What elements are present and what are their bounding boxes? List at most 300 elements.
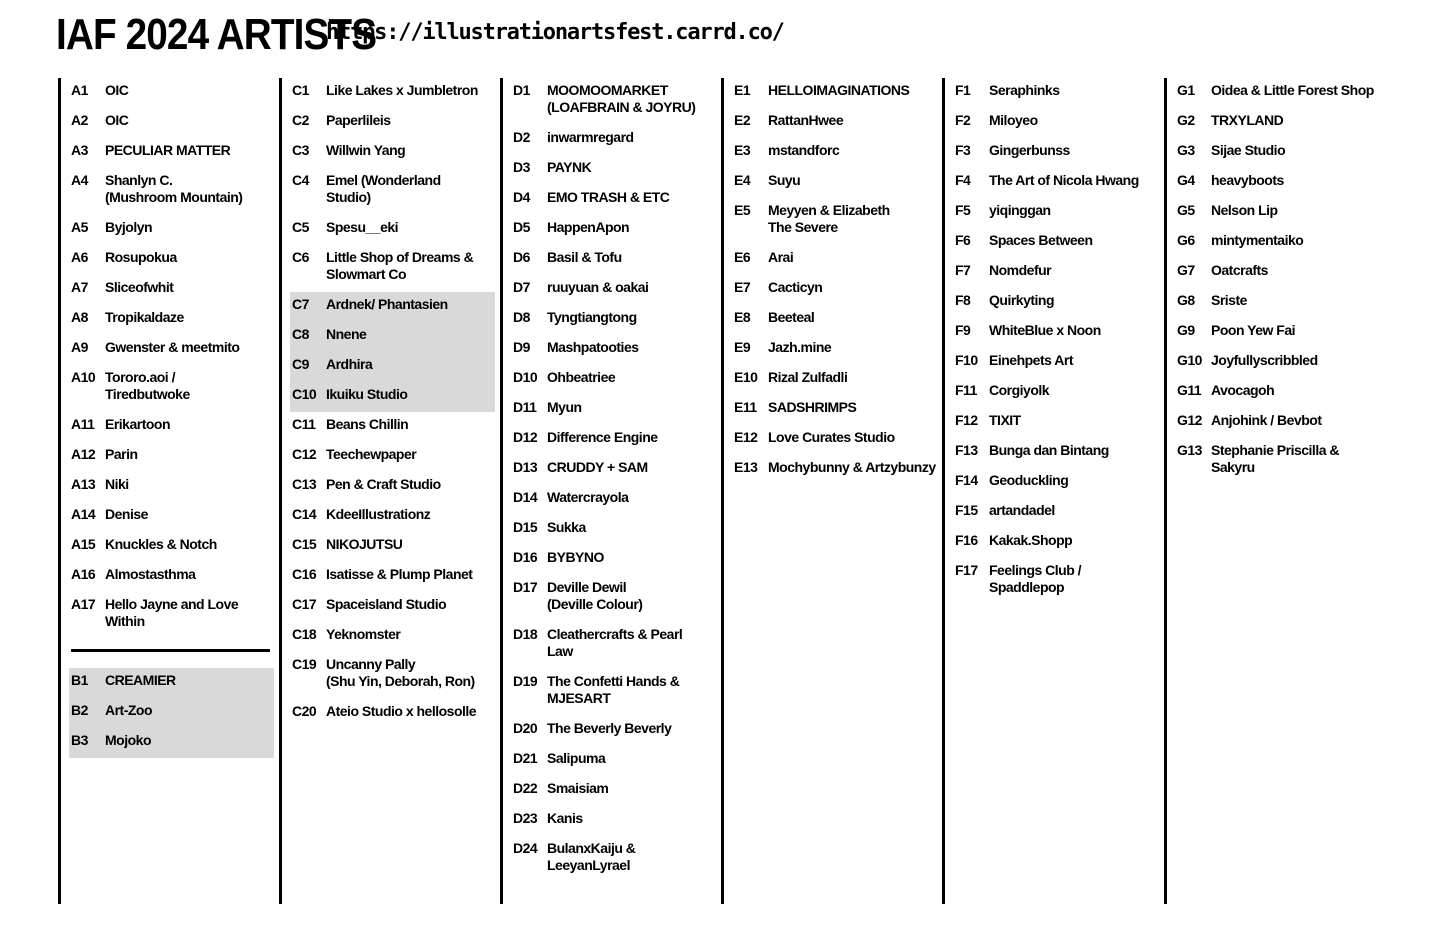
booth-code: A14 <box>71 506 96 522</box>
booth-code: A17 <box>71 596 96 612</box>
booth-row-g2 <box>1175 108 1380 138</box>
artist-name: Poon Yew Fai <box>1211 322 1295 338</box>
booth-row-a7 <box>69 275 274 305</box>
section-d-list <box>511 78 716 883</box>
booth-code: D22 <box>513 780 538 796</box>
booth-row-d18 <box>511 622 716 669</box>
artist-name: inwarmregard <box>547 129 634 145</box>
booth-row-d8 <box>511 305 716 335</box>
booth-code: A12 <box>71 446 96 462</box>
artist-name: Ikuiku Studio <box>326 386 408 402</box>
artist-name: Jazh.mine <box>768 339 832 355</box>
booth-row-d2 <box>511 125 716 155</box>
booth-row-g8 <box>1175 288 1380 318</box>
artist-name: PAYNK <box>547 159 592 175</box>
column-a-b <box>58 78 273 904</box>
booth-code: F11 <box>955 382 977 398</box>
booth-code: C18 <box>292 626 317 642</box>
booth-row-d4 <box>511 185 716 215</box>
artist-name: Basil & Tofu <box>547 249 622 265</box>
booth-row-d22 <box>511 776 716 806</box>
artist-name: mstandforc <box>768 142 840 158</box>
artist-name: Suyu <box>768 172 801 188</box>
artist-name: Willwin Yang <box>326 142 406 158</box>
booth-row-d5 <box>511 215 716 245</box>
artist-name: Gwenster & meetmito <box>105 339 240 355</box>
booth-row-c19 <box>290 652 495 699</box>
booth-row-g11 <box>1175 378 1380 408</box>
booth-code: F7 <box>955 262 971 278</box>
booth-code: C15 <box>292 536 317 552</box>
artist-name: Beeteal <box>768 309 815 325</box>
booth-row-d16 <box>511 545 716 575</box>
booth-row-a16 <box>69 562 274 592</box>
booth-row-e5 <box>732 198 937 245</box>
booth-row-d21 <box>511 746 716 776</box>
booth-code: D18 <box>513 626 538 642</box>
booth-row-e12 <box>732 425 937 455</box>
artist-name: Pen & Craft Studio <box>326 476 441 492</box>
booth-code: E11 <box>734 399 757 415</box>
booth-row-c15 <box>290 532 495 562</box>
booth-row-a6 <box>69 245 274 275</box>
booth-code: G13 <box>1177 442 1202 458</box>
booth-code: A13 <box>71 476 96 492</box>
booth-row-f15 <box>953 498 1158 528</box>
artist-name: yiqinggan <box>989 202 1051 218</box>
booth-row-c4 <box>290 168 495 215</box>
artist-name: Nelson Lip <box>1211 202 1278 218</box>
artist-name: Einehpets Art <box>989 352 1073 368</box>
artist-name: HELLOIMAGINATIONS <box>768 82 910 98</box>
booth-code: C12 <box>292 446 317 462</box>
booth-code: D15 <box>513 519 538 535</box>
booth-code: C19 <box>292 656 317 672</box>
booth-row-c10 <box>290 382 495 412</box>
artist-name: Yeknomster <box>326 626 401 642</box>
artist-name: Sliceofwhit <box>105 279 174 295</box>
booth-row-a15 <box>69 532 274 562</box>
booth-row-c5 <box>290 215 495 245</box>
booth-row-a5 <box>69 215 274 245</box>
booth-row-f5 <box>953 198 1158 228</box>
artist-name: Tyngtiangtong <box>547 309 637 325</box>
artist-name: Ardnek/ Phantasien <box>326 296 448 312</box>
booth-code: E5 <box>734 202 751 218</box>
booth-code: F15 <box>955 502 978 518</box>
booth-code: F16 <box>955 532 978 548</box>
booth-code: F17 <box>955 562 978 578</box>
booth-code: C1 <box>292 82 309 98</box>
booth-code: D7 <box>513 279 530 295</box>
artist-name: Miloyeo <box>989 112 1038 128</box>
booth-row-d17 <box>511 575 716 622</box>
booth-code: A16 <box>71 566 96 582</box>
artist-name: Sijae Studio <box>1211 142 1286 158</box>
section-c-list <box>290 78 495 729</box>
artist-name: CREAMIER <box>105 672 176 688</box>
artist-name: Little Shop of Dreams & Slowmart Co <box>326 249 474 282</box>
booth-row-e4 <box>732 168 937 198</box>
artist-name: Like Lakes x Jumbletron <box>326 82 478 98</box>
booth-code: B1 <box>71 672 88 688</box>
booth-row-c2 <box>290 108 495 138</box>
booth-row-e11 <box>732 395 937 425</box>
column-e <box>721 78 936 904</box>
booth-row-g13 <box>1175 438 1380 485</box>
artist-name: Gingerbunss <box>989 142 1070 158</box>
booth-row-e2 <box>732 108 937 138</box>
booth-row-f16 <box>953 528 1158 558</box>
booth-row-a11 <box>69 412 274 442</box>
booth-row-e9 <box>732 335 937 365</box>
artist-name: Spaces Between <box>989 232 1093 248</box>
booth-code: A9 <box>71 339 88 355</box>
booth-code: C13 <box>292 476 317 492</box>
booth-code: E3 <box>734 142 751 158</box>
booth-row-d6 <box>511 245 716 275</box>
booth-code: D8 <box>513 309 530 325</box>
booth-code: F6 <box>955 232 971 248</box>
artist-name: Shanlyn C. (Mushroom Mountain) <box>105 172 243 205</box>
artist-name: The Confetti Hands & MJESART <box>547 673 680 706</box>
booth-code: C20 <box>292 703 317 719</box>
artist-name: Corgiyolk <box>989 382 1050 398</box>
artist-name: The Art of Nicola Hwang <box>989 172 1139 188</box>
booth-row-c16 <box>290 562 495 592</box>
booth-code: F5 <box>955 202 971 218</box>
artist-name: The Beverly Beverly <box>547 720 672 736</box>
booth-code: F8 <box>955 292 971 308</box>
booth-code: D24 <box>513 840 538 856</box>
booth-row-a14 <box>69 502 274 532</box>
artist-name: Mojoko <box>105 732 151 748</box>
booth-code: D16 <box>513 549 538 565</box>
booth-row-c17 <box>290 592 495 622</box>
booth-row-e7 <box>732 275 937 305</box>
booth-code: F3 <box>955 142 971 158</box>
booth-row-f3 <box>953 138 1158 168</box>
booth-row-g1 <box>1175 78 1380 108</box>
booth-code: A3 <box>71 142 88 158</box>
booth-code: E7 <box>734 279 751 295</box>
booth-code: A5 <box>71 219 88 235</box>
booth-row-f17 <box>953 558 1158 605</box>
booth-row-d9 <box>511 335 716 365</box>
booth-code: D17 <box>513 579 538 595</box>
booth-code: C16 <box>292 566 317 582</box>
booth-row-a4 <box>69 168 274 215</box>
booth-code: A11 <box>71 416 95 432</box>
booth-code: D21 <box>513 750 538 766</box>
booth-row-b2 <box>69 698 274 728</box>
booth-code: C5 <box>292 219 309 235</box>
artist-name: TIXIT <box>989 412 1021 428</box>
artist-name: Watercrayola <box>547 489 629 505</box>
booth-row-c3 <box>290 138 495 168</box>
booth-code: B3 <box>71 732 88 748</box>
booth-code: D4 <box>513 189 530 205</box>
booth-code: F10 <box>955 352 978 368</box>
booth-code: G4 <box>1177 172 1195 188</box>
booth-code: G7 <box>1177 262 1195 278</box>
booth-row-c12 <box>290 442 495 472</box>
booth-row-a9 <box>69 335 274 365</box>
artist-name: mintymentaiko <box>1211 232 1304 248</box>
booth-code: A4 <box>71 172 88 188</box>
booth-code: G5 <box>1177 202 1195 218</box>
artist-name: Joyfullyscribbled <box>1211 352 1318 368</box>
booth-row-a10 <box>69 365 274 412</box>
section-g-list <box>1175 78 1380 485</box>
artist-name: Salipuma <box>547 750 606 766</box>
booth-code: E6 <box>734 249 751 265</box>
booth-row-c20 <box>290 699 495 729</box>
booth-code: G6 <box>1177 232 1195 248</box>
booth-row-g9 <box>1175 318 1380 348</box>
booth-row-d24 <box>511 836 716 883</box>
booth-row-f8 <box>953 288 1158 318</box>
booth-code: D19 <box>513 673 538 689</box>
booth-code: D9 <box>513 339 530 355</box>
booth-code: A1 <box>71 82 88 98</box>
artist-name: Isatisse & Plump Planet <box>326 566 473 582</box>
column-f <box>942 78 1157 904</box>
booth-row-g10 <box>1175 348 1380 378</box>
booth-row-c18 <box>290 622 495 652</box>
artist-name: Art-Zoo <box>105 702 153 718</box>
booth-code: G11 <box>1177 382 1202 398</box>
artist-name: Knuckles & Notch <box>105 536 217 552</box>
booth-code: E12 <box>734 429 758 445</box>
booth-row-d12 <box>511 425 716 455</box>
booth-row-g12 <box>1175 408 1380 438</box>
booth-code: F1 <box>955 82 971 98</box>
section-b-list <box>69 668 274 758</box>
artist-name: Sukka <box>547 519 586 535</box>
artist-name: Geoduckling <box>989 472 1069 488</box>
booth-code: G1 <box>1177 82 1195 98</box>
booth-code: F4 <box>955 172 971 188</box>
artist-name: Kanis <box>547 810 583 826</box>
booth-row-d14 <box>511 485 716 515</box>
booth-code: D2 <box>513 129 530 145</box>
booth-row-c1 <box>290 78 495 108</box>
booth-code: E8 <box>734 309 751 325</box>
artist-name: Parin <box>105 446 138 462</box>
column-g <box>1164 78 1379 904</box>
artist-name: WhiteBlue x Noon <box>989 322 1101 338</box>
booth-code: A2 <box>71 112 88 128</box>
booth-code: A7 <box>71 279 88 295</box>
booth-row-d20 <box>511 716 716 746</box>
artist-name: RattanHwee <box>768 112 844 128</box>
section-f-list <box>953 78 1158 605</box>
artist-name: Denise <box>105 506 148 522</box>
artist-name: Cacticyn <box>768 279 823 295</box>
booth-code: A8 <box>71 309 88 325</box>
booth-code: C10 <box>292 386 317 402</box>
booth-code: F14 <box>955 472 978 488</box>
booth-row-d11 <box>511 395 716 425</box>
section-divider <box>71 649 270 652</box>
booth-row-e10 <box>732 365 937 395</box>
artist-name: Byjolyn <box>105 219 153 235</box>
booth-code: A10 <box>71 369 96 385</box>
column-c <box>279 78 494 904</box>
artist-name: Sriste <box>1211 292 1247 308</box>
booth-row-c8 <box>290 322 495 352</box>
booth-code: C17 <box>292 596 317 612</box>
booth-row-a1 <box>69 78 274 108</box>
artist-name: ruuyuan & oakai <box>547 279 649 295</box>
booth-code: F13 <box>955 442 978 458</box>
artist-name: Tropikaldaze <box>105 309 184 325</box>
booth-row-f4 <box>953 168 1158 198</box>
booth-code: F9 <box>955 322 971 338</box>
booth-row-d7 <box>511 275 716 305</box>
booth-code: E13 <box>734 459 758 475</box>
booth-row-f7 <box>953 258 1158 288</box>
artist-name: BYBYNO <box>547 549 604 565</box>
booth-code: G2 <box>1177 112 1195 128</box>
booth-row-e3 <box>732 138 937 168</box>
section-e-list <box>732 78 937 485</box>
artist-name: Erikartoon <box>105 416 171 432</box>
booth-row-b3 <box>69 728 274 758</box>
booth-code: E1 <box>734 82 751 98</box>
booth-row-c6 <box>290 245 495 292</box>
booth-code: G10 <box>1177 352 1202 368</box>
artist-name: Tororo.aoi / Tiredbutwoke <box>105 369 190 402</box>
artist-name: Anjohink / Bevbot <box>1211 412 1322 428</box>
booth-row-g4 <box>1175 168 1380 198</box>
artist-name: artandadel <box>989 502 1055 518</box>
booth-row-c9 <box>290 352 495 382</box>
booth-row-d23 <box>511 806 716 836</box>
booth-code: C4 <box>292 172 309 188</box>
booth-row-g6 <box>1175 228 1380 258</box>
artist-name: Ardhira <box>326 356 373 372</box>
booth-code: B2 <box>71 702 88 718</box>
artist-name: Mochybunny & Artzybunzy <box>768 459 936 475</box>
artist-name: Difference Engine <box>547 429 658 445</box>
booth-row-a8 <box>69 305 274 335</box>
artist-name: Ohbeatriee <box>547 369 616 385</box>
booth-row-d1 <box>511 78 716 125</box>
artist-name: PECULIAR MATTER <box>105 142 231 158</box>
website-url: https://illustrationartsfest.carrd.co/ <box>326 20 784 45</box>
page-title: IAF 2024 ARTISTS <box>56 10 377 59</box>
booth-code: E2 <box>734 112 751 128</box>
booth-code: C3 <box>292 142 309 158</box>
artist-name: Teechewpaper <box>326 446 417 462</box>
booth-code: D12 <box>513 429 538 445</box>
booth-code: G8 <box>1177 292 1195 308</box>
booth-code: C8 <box>292 326 309 342</box>
booth-code: G9 <box>1177 322 1195 338</box>
booth-code: G3 <box>1177 142 1195 158</box>
artist-name: Rosupokua <box>105 249 177 265</box>
booth-row-d19 <box>511 669 716 716</box>
booth-row-e1 <box>732 78 937 108</box>
booth-code: F12 <box>955 412 978 428</box>
artist-name: Ateio Studio x hellosolle <box>326 703 477 719</box>
artist-name: Paperlileis <box>326 112 391 128</box>
artist-name: Uncanny Pally (Shu Yin, Deborah, Ron) <box>326 656 475 689</box>
booth-code: D3 <box>513 159 530 175</box>
artist-name: Arai <box>768 249 794 265</box>
booth-code: D11 <box>513 399 537 415</box>
booth-code: D1 <box>513 82 530 98</box>
artist-name: Kakak.Shopp <box>989 532 1073 548</box>
artist-name: NIKOJUTSU <box>326 536 403 552</box>
booth-row-g7 <box>1175 258 1380 288</box>
booth-code: D14 <box>513 489 538 505</box>
booth-row-f12 <box>953 408 1158 438</box>
booth-code: E10 <box>734 369 758 385</box>
booth-row-d13 <box>511 455 716 485</box>
booth-code: G12 <box>1177 412 1202 428</box>
booth-row-e6 <box>732 245 937 275</box>
artist-name: Cleathercrafts & Pearl Law <box>547 626 683 659</box>
booth-row-c7 <box>290 292 495 322</box>
booth-code: A15 <box>71 536 96 552</box>
booth-row-b1 <box>69 668 274 698</box>
booth-code: D20 <box>513 720 538 736</box>
section-a-list <box>69 78 274 758</box>
booth-row-a12 <box>69 442 274 472</box>
booth-row-g5 <box>1175 198 1380 228</box>
booth-row-f10 <box>953 348 1158 378</box>
column-d <box>500 78 715 904</box>
booth-code: C9 <box>292 356 309 372</box>
booth-row-d3 <box>511 155 716 185</box>
artist-name: Emel (Wonderland Studio) <box>326 172 441 205</box>
artist-name: Nnene <box>326 326 367 342</box>
artist-name: Spaceisland Studio <box>326 596 447 612</box>
booth-code: E4 <box>734 172 751 188</box>
artist-name: Love Curates Studio <box>768 429 895 445</box>
artist-name: Niki <box>105 476 129 492</box>
artist-name: Avocagoh <box>1211 382 1275 398</box>
artist-name: Almostasthma <box>105 566 196 582</box>
booth-row-c13 <box>290 472 495 502</box>
artist-name: Beans Chillin <box>326 416 409 432</box>
artist-name: heavyboots <box>1211 172 1284 188</box>
booth-code: E9 <box>734 339 751 355</box>
booth-code: F2 <box>955 112 971 128</box>
booth-code: D23 <box>513 810 538 826</box>
artist-name: EMO TRASH & ETC <box>547 189 670 205</box>
booth-code: C11 <box>292 416 316 432</box>
artist-name: Deville Dewil (Deville Colour) <box>547 579 643 612</box>
artist-name: HappenApon <box>547 219 630 235</box>
artist-name: Smaisiam <box>547 780 609 796</box>
artist-name: Nomdefur <box>989 262 1052 278</box>
artist-name: CRUDDY + SAM <box>547 459 648 475</box>
artist-name: Feelings Club / Spaddlepop <box>989 562 1082 595</box>
artist-name: MOOMOOMARKET (LOAFBRAIN & JOYRU) <box>547 82 696 115</box>
artist-name: SADSHRIMPS <box>768 399 857 415</box>
booth-row-f1 <box>953 78 1158 108</box>
artist-name: Oidea & Little Forest Shop <box>1211 82 1374 98</box>
artist-name: Oatcrafts <box>1211 262 1268 278</box>
booth-code: C2 <box>292 112 309 128</box>
booth-row-e8 <box>732 305 937 335</box>
artist-name: Hello Jayne and Love Within <box>105 596 239 629</box>
booth-row-g3 <box>1175 138 1380 168</box>
